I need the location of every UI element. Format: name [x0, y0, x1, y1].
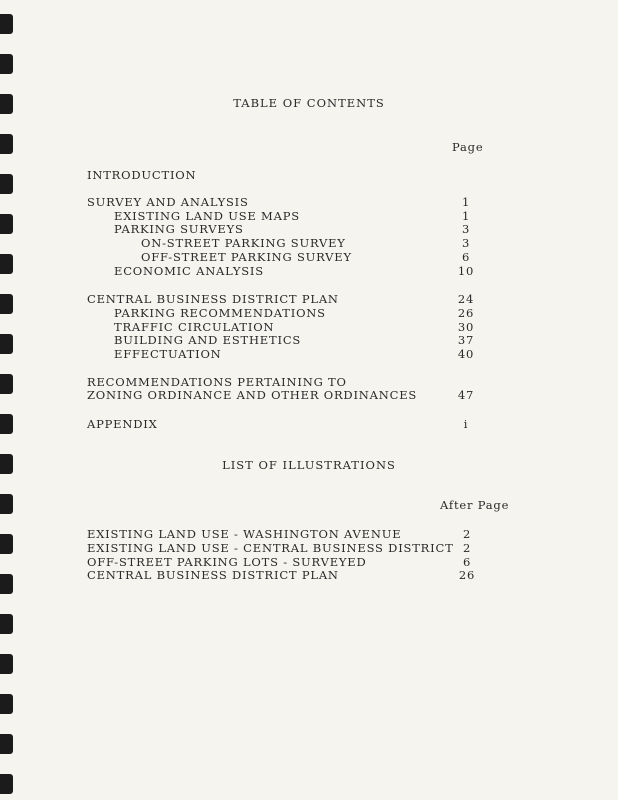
toc-entry [0, 417, 618, 431]
toc-entry [0, 168, 618, 182]
illustrations-title: LIST OF ILLUSTRATIONS [222, 458, 396, 472]
toc-entry-page: 6 [461, 250, 471, 264]
binding-hole [0, 774, 13, 794]
toc-entry-label: OFF-STREET PARKING SURVEY [141, 250, 352, 264]
toc-entry-page: 30 [457, 320, 475, 334]
toc-entry-label: CENTRAL BUSINESS DISTRICT PLAN [87, 292, 339, 306]
toc-entry-label: TRAFFIC CIRCULATION [114, 320, 275, 334]
illustration-entry-page: 6 [462, 555, 472, 569]
toc-entry-label: SURVEY AND ANALYSIS [87, 195, 249, 209]
toc-entry [0, 264, 618, 278]
toc-entry-page: i [463, 417, 469, 431]
toc-page-header: Page [452, 140, 484, 154]
binding-hole [0, 14, 13, 34]
toc-entry-label: ECONOMIC ANALYSIS [114, 264, 264, 278]
binding-hole [0, 614, 13, 634]
toc-entry-page: 3 [461, 222, 471, 236]
toc-entry-page: 10 [457, 264, 475, 278]
toc-entry-page: 1 [461, 209, 471, 223]
toc-entry-page: 26 [457, 306, 475, 320]
toc-entry [0, 292, 618, 306]
toc-entry-label: ON-STREET PARKING SURVEY [141, 236, 346, 250]
toc-entry [0, 195, 618, 209]
toc-entry-page: 37 [457, 333, 475, 347]
toc-entry [0, 375, 618, 389]
toc-entry-page: 40 [457, 347, 475, 361]
illustration-entry-label: CENTRAL BUSINESS DISTRICT PLAN [87, 568, 339, 582]
toc-entry-page: 1 [461, 195, 471, 209]
illustration-entry-label: OFF-STREET PARKING LOTS - SURVEYED [87, 555, 367, 569]
binding-hole [0, 54, 13, 74]
toc-entry-label: INTRODUCTION [87, 168, 197, 182]
illustration-entry-page: 2 [462, 527, 472, 541]
toc-entry [0, 347, 618, 361]
binding-hole [0, 694, 13, 714]
toc-entry [0, 306, 618, 320]
toc-entry [0, 236, 618, 250]
toc-entry [0, 250, 618, 264]
toc-entry-label: ZONING ORDINANCE AND OTHER ORDINANCES [87, 388, 418, 402]
illustration-entry [0, 568, 618, 582]
toc-title: TABLE OF CONTENTS [233, 96, 385, 110]
illustration-entry-page: 2 [462, 541, 472, 555]
binding-hole [0, 734, 13, 754]
toc-entry-label: PARKING SURVEYS [114, 222, 244, 236]
illustration-entry-label: EXISTING LAND USE - CENTRAL BUSINESS DISTRICT [87, 541, 454, 555]
binding-hole [0, 494, 13, 514]
toc-entry-label: RECOMMENDATIONS PERTAINING TO [87, 375, 347, 389]
toc-entry [0, 388, 618, 402]
binding-hole [0, 134, 13, 154]
illustration-entry [0, 555, 618, 569]
toc-entry [0, 320, 618, 334]
toc-entry-page: 47 [457, 388, 475, 402]
illustration-entry-page: 26 [458, 568, 476, 582]
illustration-entry [0, 541, 618, 555]
illustration-entry [0, 527, 618, 541]
illustration-entry-label: EXISTING LAND USE - WASHINGTON AVENUE [87, 527, 402, 541]
toc-entry [0, 222, 618, 236]
toc-entry [0, 209, 618, 223]
toc-entry-label: APPENDIX [87, 417, 158, 431]
toc-entry-label: BUILDING AND ESTHETICS [114, 333, 302, 347]
binding-hole [0, 654, 13, 674]
toc-entry-label: EXISTING LAND USE MAPS [114, 209, 300, 223]
toc-entry-label: PARKING RECOMMENDATIONS [114, 306, 326, 320]
toc-entry [0, 333, 618, 347]
illustrations-page-header: After Page [440, 498, 510, 512]
toc-entry-page: 3 [461, 236, 471, 250]
toc-entry-label: EFFECTUATION [114, 347, 222, 361]
toc-entry-page: 24 [457, 292, 475, 306]
